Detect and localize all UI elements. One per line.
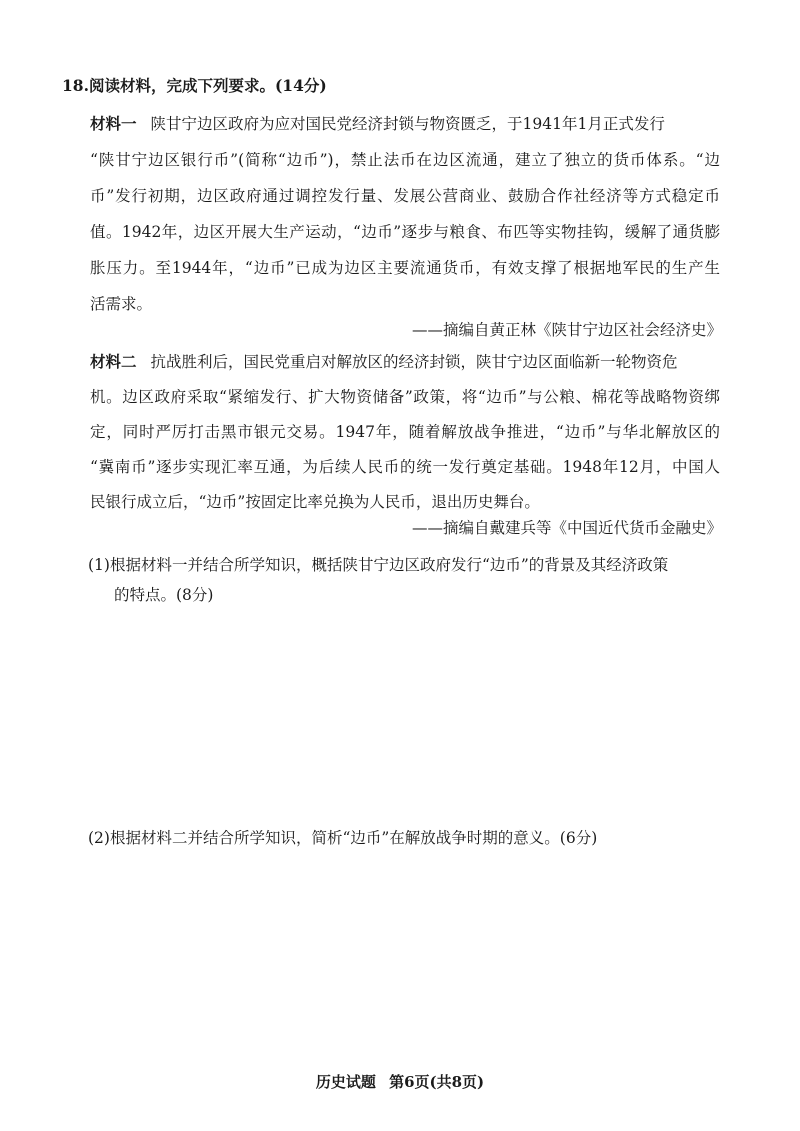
material-two-line-3: 定，同时严厉打击黑市银元交易。1947年，随着解放战争推进，“边币”与华北解放区的 [90, 423, 720, 441]
sub-question-1-line-2: 的特点。(8分) [114, 586, 214, 604]
sub-question-1-line-1: (1)根据材料一并结合所学知识，概括陕甘宁边区政府发行“边币”的背景及其经济政策 [88, 556, 669, 574]
page-footer [0, 1072, 800, 1092]
material-one-line-2: “陕甘宁边区银行币”(简称“边币”)，禁止法币在边区流通，建立了独立的货币体系。“边 [90, 151, 720, 169]
footer-page-number: 第6页(共8页) [389, 1073, 485, 1091]
material-two-line-2: 机。边区政府采取“紧缩发行、扩大物资储备”政策，将“边币”与公粮、棉花等战略物资绑 [90, 388, 720, 406]
question-title: 18.阅读材料，完成下列要求。(14分) [62, 76, 327, 95]
material-two-line-4: “冀南币”逐步实现汇率互通，为后续人民币的统一发行奠定基础。1948年12月，中国人 [90, 458, 720, 476]
material-one-line-4: 值。1942年，边区开展大生产运动，“边币”逐步与粮食、布匹等实物挂钩，缓解了通货膨 [90, 223, 720, 241]
material-two-first-line [90, 352, 678, 372]
material-two-label: 材料二 [90, 352, 137, 371]
material-one-first-line [90, 114, 665, 134]
material-one-line-1: 陕甘宁边区政府为应对国民党经济封锁与物资匮乏，于1941年1月正式发行 [150, 115, 665, 133]
material-one-line-6: 活需求。 [90, 295, 153, 313]
material-two-line-5: 民银行成立后，“边币”按固定比率兑换为人民币，退出历史舞台。 [90, 493, 540, 511]
footer-subject: 历史试题 [315, 1073, 376, 1091]
material-one-line-5: 胀压力。至1944年，“边币”已成为边区主要流通货币，有效支撑了根据地军民的生产生 [90, 259, 720, 277]
material-one-source: ——摘编自黄正林《陕甘宁边区社会经济史》 [411, 321, 722, 339]
material-one-line-3: 币”发行初期，边区政府通过调控发行量、发展公营商业、鼓励合作社经济等方式稳定币 [90, 187, 720, 205]
material-one-label: 材料一 [90, 114, 137, 133]
sub-question-2-line-1: (2)根据材料二并结合所学知识，简析“边币”在解放战争时期的意义。(6分) [88, 829, 598, 847]
material-two-source: ——摘编自戴建兵等《中国近代货币金融史》 [411, 519, 722, 537]
material-two-line-1: 抗战胜利后，国民党重启对解放区的经济封锁，陕甘宁边区面临新一轮物资危 [150, 353, 678, 371]
